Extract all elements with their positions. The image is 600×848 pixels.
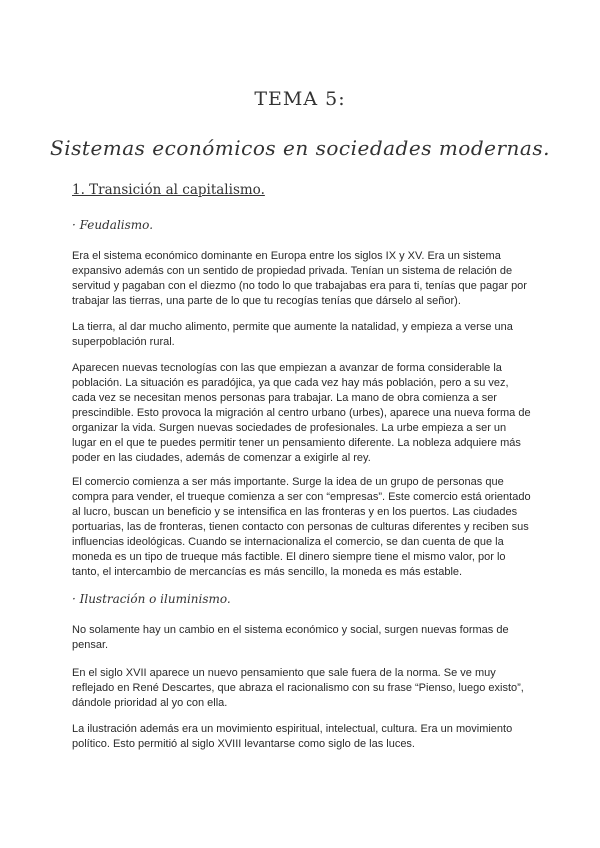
paragraph: En el siglo XVII aparece un nuevo pensamiento que sale fuera de la norma. Se ve muy reflejado en René Descartes, que abraza el racionalismo con su frase “Pienso, luego existo”, dándole prioridad al yo con ella. bbox=[72, 667, 524, 709]
paragraph: La ilustración además era un movimiento espiritual, intelectual, cultura. Era un movimiento político. Esto permitió al siglo XVIII levantarse como siglo de las luces. bbox=[72, 723, 513, 750]
subheading-ilustracion: · Ilustración o iluminismo. bbox=[72, 592, 231, 606]
topic-title: TEMA 5: bbox=[254, 88, 346, 110]
paragraph: El comercio comienza a ser más importante. Surge la idea de un grupo de personas que compra para vender, el trueque comienza a ser con “empresas”. Este comercio está orientado al lucro, buscan un beneficio y se intensifica en las fronteras y en los puertos. Las ciudades portuarias, las de fronteras, tienen contacto con personas de culturas diferentes y reciben sus influencias ideológicas. Cuando se internacionaliza el comercio, se dan cuenta de que la moneda es un tipo de trueque más factible. El dinero siempre tiene el mismo valor, por lo tanto, el intercambio de mercancías es más sencillo, la moneda es más estable. bbox=[72, 476, 531, 578]
paragraph: Aparecen nuevas tecnologías con las que empiezan a avanzar de forma considerable la población. La situación es paradójica, ya que cada vez hay más población, pero a su vez, cada vez se necesitan menos personas para trabajar. La mano de obra comienza a ser prescindible. Esto provoca la migración al centro urbano (urbes), aparece una nueva forma de organizar la vida. Surgen nuevas sociedades de profesionales. La urbe empieza a ser un lugar en el que te puedes permitir tener un pensamiento diferente. La nobleza adquiere más poder en las ciudades, además de comenzar a exigirle al rey. bbox=[72, 362, 531, 464]
topic-subtitle: Sistemas económicos en sociedades modernas. bbox=[50, 136, 550, 160]
section-heading: 1. Transición al capitalismo. bbox=[72, 182, 265, 198]
paragraph: Era el sistema económico dominante en Europa entre los siglos IX y XV. Era un sistema expansivo además con un sentido de propiedad privada. Tenían un sistema de relación de servitud y pagaban con el diezmo (no todo lo que trabajabas era para ti, tenías que pagar por trabajar las tierras, una parte de lo que tu recogías tenías que dárselo al señor). bbox=[72, 250, 527, 307]
subheading-feudalismo: · Feudalismo. bbox=[72, 218, 154, 232]
paragraph: La tierra, al dar mucho alimento, permite que aumente la natalidad, y empieza a verse una superpoblación rural. bbox=[72, 321, 513, 348]
paragraph: No solamente hay un cambio en el sistema económico y social, surgen nuevas formas de pensar. bbox=[72, 624, 509, 651]
